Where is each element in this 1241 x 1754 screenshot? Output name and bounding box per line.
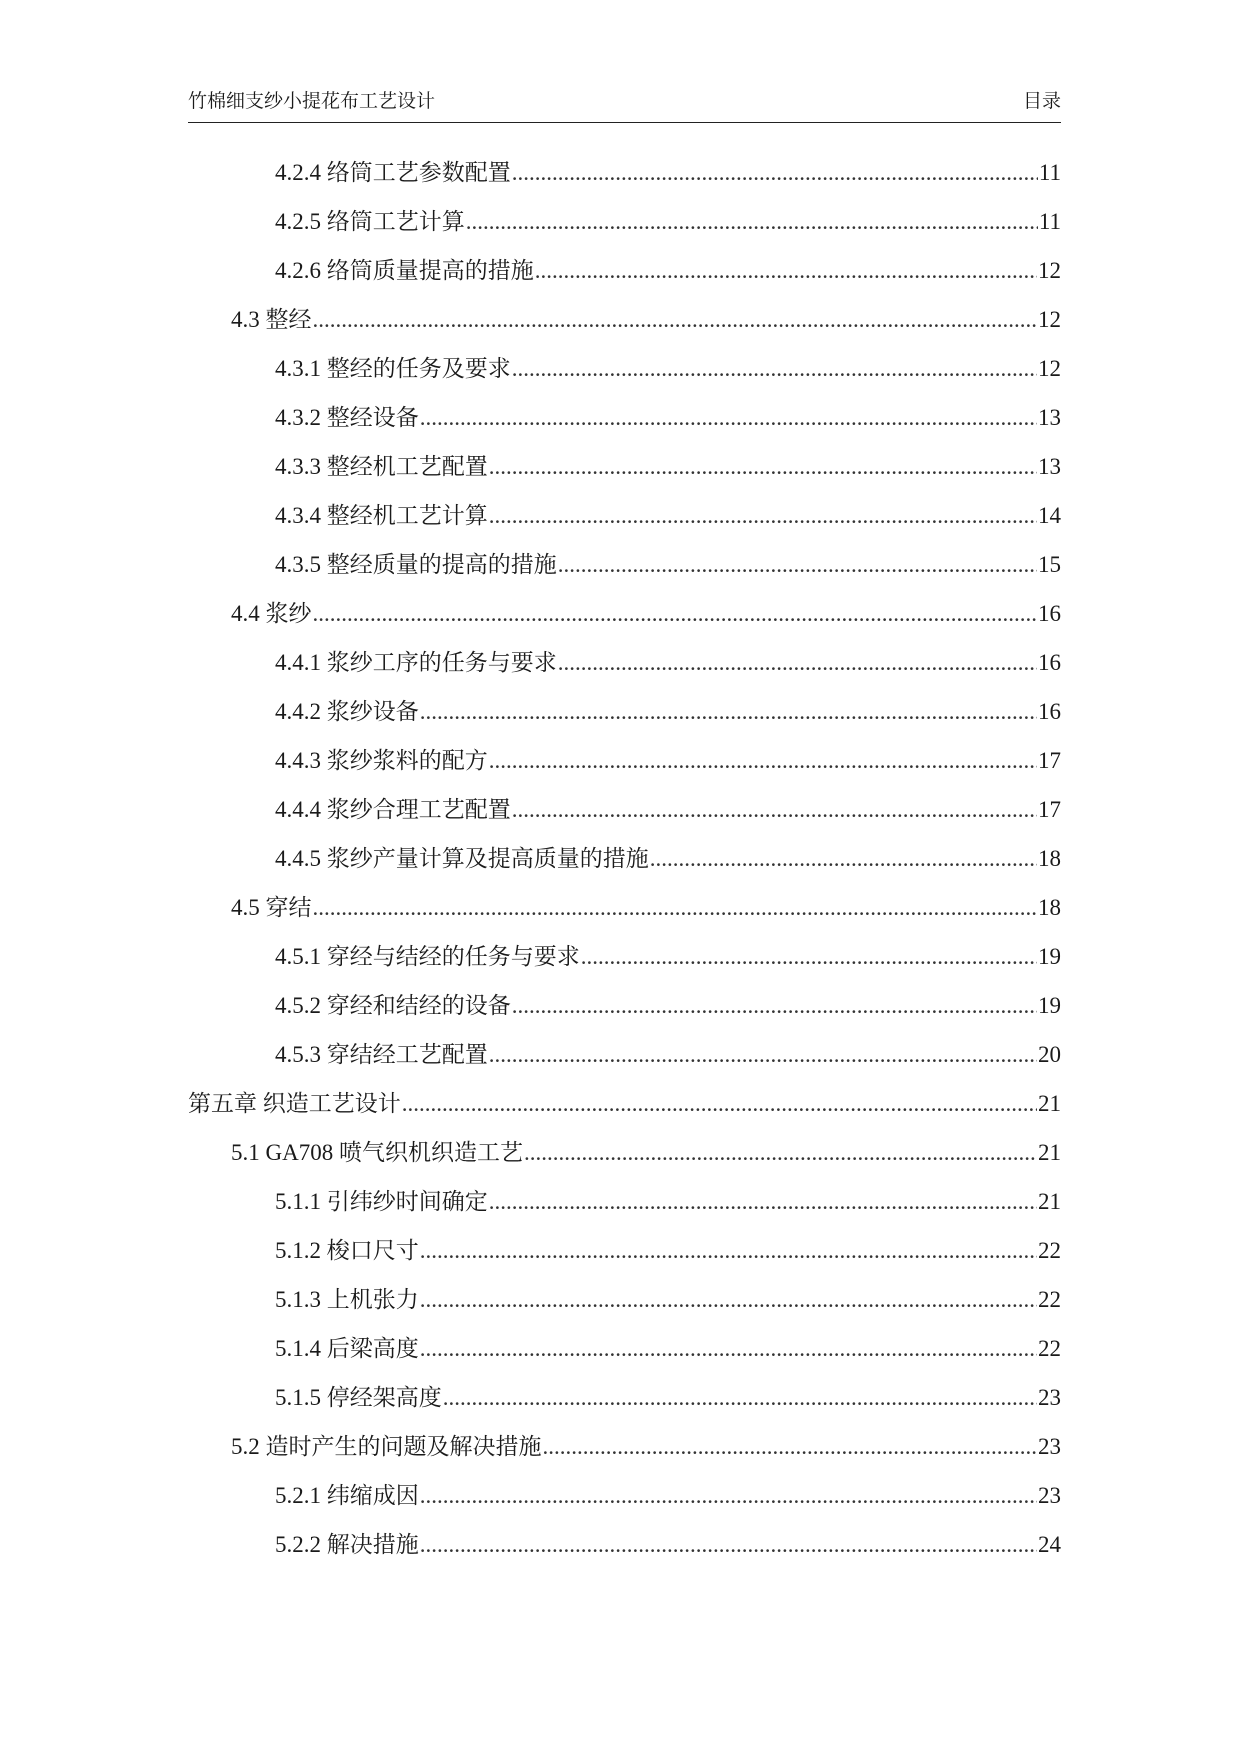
toc-entry-title: 4.2.5 络筒工艺计算 xyxy=(275,209,465,234)
toc-entry[interactable] xyxy=(188,596,1061,645)
toc-entry-title: 4.2.4 络筒工艺参数配置 xyxy=(275,160,511,185)
toc-entry-page: 18 xyxy=(1038,895,1061,920)
toc-dot-leader xyxy=(489,1184,1037,1220)
toc-entry-page: 13 xyxy=(1038,405,1061,430)
toc-dot-leader xyxy=(313,890,1038,926)
toc-entry-title: 4.5.2 穿经和结经的设备 xyxy=(275,993,511,1018)
toc-dot-leader xyxy=(489,498,1037,534)
toc-entry-title: 4.4 浆纱 xyxy=(231,601,312,626)
toc-entry-page: 19 xyxy=(1038,993,1061,1018)
toc-dot-leader xyxy=(420,694,1037,730)
toc-dot-leader xyxy=(512,155,1038,191)
toc-entry-page: 12 xyxy=(1038,258,1061,283)
toc-dot-leader xyxy=(313,596,1038,632)
toc-entry-page: 17 xyxy=(1038,748,1061,773)
toc-entry[interactable] xyxy=(188,1233,1061,1282)
toc-entry[interactable] xyxy=(188,645,1061,694)
toc-dot-leader xyxy=(558,645,1037,681)
toc-dot-leader xyxy=(581,939,1037,975)
toc-entry-title: 5.1.2 梭口尺寸 xyxy=(275,1238,419,1263)
toc-dot-leader xyxy=(489,449,1037,485)
toc-dot-leader xyxy=(489,743,1037,779)
document-title: 竹棉细支纱小提花布工艺设计 xyxy=(188,91,436,112)
toc-entry-title: 4.5 穿结 xyxy=(231,895,312,920)
toc-entry-title: 4.4.3 浆纱浆料的配方 xyxy=(275,748,488,773)
toc-entry[interactable] xyxy=(188,253,1061,302)
toc-entry-title: 4.3.5 整经质量的提高的措施 xyxy=(275,552,557,577)
toc-entry-title: 4.5.1 穿经与结经的任务与要求 xyxy=(275,944,580,969)
toc-dot-leader xyxy=(512,351,1037,387)
toc-entry-title: 4.3 整经 xyxy=(231,307,312,332)
toc-dot-leader xyxy=(443,1380,1037,1416)
toc-entry[interactable] xyxy=(188,547,1061,596)
toc-entry[interactable] xyxy=(188,1331,1061,1380)
toc-entry[interactable] xyxy=(188,939,1061,988)
toc-entry[interactable] xyxy=(188,694,1061,743)
toc-entry[interactable] xyxy=(188,1380,1061,1429)
toc-entry-page: 21 xyxy=(1038,1091,1061,1116)
toc-entry-page: 23 xyxy=(1038,1385,1061,1410)
toc-entry-page: 11 xyxy=(1038,209,1061,234)
toc-entry-title: 5.2 造时产生的问题及解决措施 xyxy=(231,1434,542,1459)
toc-dot-leader xyxy=(524,1135,1037,1171)
toc-entry[interactable] xyxy=(188,743,1061,792)
toc-entry-page: 18 xyxy=(1038,846,1061,871)
toc-entry-page: 23 xyxy=(1038,1434,1061,1459)
toc-entry[interactable] xyxy=(188,351,1061,400)
toc-entry[interactable] xyxy=(188,1037,1061,1086)
toc-entry-page: 22 xyxy=(1038,1336,1061,1361)
toc-entry-page: 17 xyxy=(1038,797,1061,822)
toc-entry[interactable] xyxy=(188,841,1061,890)
toc-entry[interactable] xyxy=(188,1135,1061,1184)
toc-dot-leader xyxy=(420,1282,1037,1318)
toc-entry-title: 4.4.1 浆纱工序的任务与要求 xyxy=(275,650,557,675)
toc-entry-title: 4.3.1 整经的任务及要求 xyxy=(275,356,511,381)
toc-entry-title: 5.1.5 停经架高度 xyxy=(275,1385,442,1410)
toc-entry[interactable] xyxy=(188,204,1061,253)
toc-entry-page: 11 xyxy=(1038,160,1061,185)
toc-entry[interactable] xyxy=(188,1478,1061,1527)
toc-entry-page: 16 xyxy=(1038,601,1061,626)
toc-dot-leader xyxy=(420,1331,1037,1367)
toc-entry[interactable] xyxy=(188,792,1061,841)
toc-entry-title: 5.2.2 解决措施 xyxy=(275,1532,419,1557)
toc-dot-leader xyxy=(466,204,1038,240)
toc-entry-page: 23 xyxy=(1038,1483,1061,1508)
toc-entry[interactable] xyxy=(188,302,1061,351)
page-header xyxy=(188,88,1061,123)
toc-dot-leader xyxy=(420,1527,1037,1563)
toc-entry[interactable] xyxy=(188,449,1061,498)
toc-entry[interactable] xyxy=(188,1527,1061,1576)
toc-entry-page: 24 xyxy=(1038,1532,1061,1557)
toc-entry-title: 4.5.3 穿结经工艺配置 xyxy=(275,1042,488,1067)
toc-entry-title: 4.4.2 浆纱设备 xyxy=(275,699,419,724)
table-of-contents xyxy=(188,155,1061,1576)
toc-entry-title: 4.4.5 浆纱产量计算及提高质量的措施 xyxy=(275,846,649,871)
toc-entry[interactable] xyxy=(188,1282,1061,1331)
toc-entry[interactable] xyxy=(188,1429,1061,1478)
toc-entry-page: 21 xyxy=(1038,1140,1061,1165)
toc-entry[interactable] xyxy=(188,1086,1061,1135)
toc-dot-leader xyxy=(420,1478,1037,1514)
toc-dot-leader xyxy=(535,253,1037,289)
toc-entry-page: 15 xyxy=(1038,552,1061,577)
toc-entry-title: 5.1.1 引纬纱时间确定 xyxy=(275,1189,488,1214)
toc-dot-leader xyxy=(420,1233,1037,1269)
toc-dot-leader xyxy=(402,1086,1037,1122)
toc-entry-page: 22 xyxy=(1038,1238,1061,1263)
toc-dot-leader xyxy=(512,792,1037,828)
toc-entry-title: 5.1.3 上机张力 xyxy=(275,1287,419,1312)
toc-dot-leader xyxy=(313,302,1038,338)
toc-dot-leader xyxy=(543,1429,1038,1465)
toc-entry-title: 4.3.3 整经机工艺配置 xyxy=(275,454,488,479)
toc-entry-page: 12 xyxy=(1038,356,1061,381)
toc-entry[interactable] xyxy=(188,155,1061,204)
toc-entry[interactable] xyxy=(188,498,1061,547)
toc-entry-title: 5.1 GA708 喷气织机织造工艺 xyxy=(231,1140,523,1165)
toc-dot-leader xyxy=(420,400,1037,436)
toc-entry[interactable] xyxy=(188,1184,1061,1233)
toc-entry-title: 第五章 织造工艺设计 xyxy=(188,1091,401,1116)
toc-dot-leader xyxy=(489,1037,1037,1073)
toc-entry-page: 16 xyxy=(1038,699,1061,724)
toc-entry-page: 19 xyxy=(1038,944,1061,969)
toc-entry-title: 5.1.4 后梁高度 xyxy=(275,1336,419,1361)
toc-entry-page: 16 xyxy=(1038,650,1061,675)
toc-entry-page: 20 xyxy=(1038,1042,1061,1067)
toc-entry-title: 4.2.6 络筒质量提高的措施 xyxy=(275,258,534,283)
toc-entry-page: 22 xyxy=(1038,1287,1061,1312)
toc-dot-leader xyxy=(558,547,1037,583)
section-label: 目录 xyxy=(1022,91,1061,112)
toc-entry[interactable] xyxy=(188,988,1061,1037)
toc-entry-page: 13 xyxy=(1038,454,1061,479)
toc-entry-title: 4.3.2 整经设备 xyxy=(275,405,419,430)
toc-dot-leader xyxy=(650,841,1037,877)
toc-entry-page: 12 xyxy=(1038,307,1061,332)
toc-dot-leader xyxy=(512,988,1037,1024)
toc-entry-page: 21 xyxy=(1038,1189,1061,1214)
toc-entry-page: 14 xyxy=(1038,503,1061,528)
toc-entry-title: 4.3.4 整经机工艺计算 xyxy=(275,503,488,528)
toc-entry[interactable] xyxy=(188,400,1061,449)
toc-entry-title: 5.2.1 纬缩成因 xyxy=(275,1483,419,1508)
toc-entry[interactable] xyxy=(188,890,1061,939)
toc-entry-title: 4.4.4 浆纱合理工艺配置 xyxy=(275,797,511,822)
